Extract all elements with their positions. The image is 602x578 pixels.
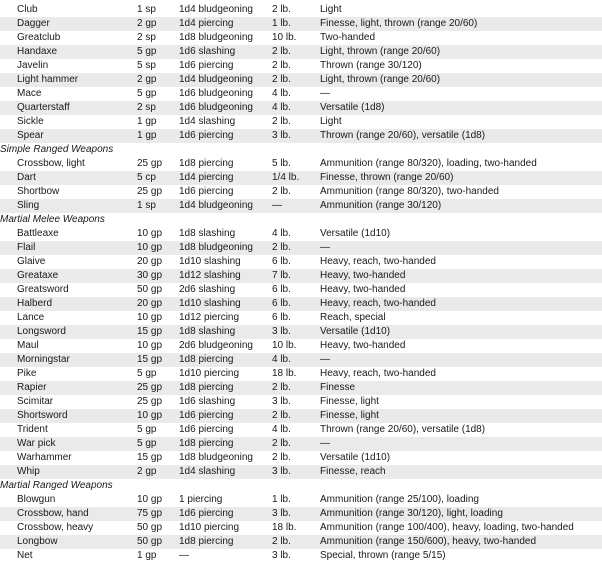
table-row	[0, 199, 602, 213]
weapon-cost: 50 gp	[137, 521, 179, 535]
table-row	[0, 521, 602, 535]
category-title: Martial Melee Weapons	[0, 213, 602, 227]
weapon-cost: 20 gp	[137, 255, 179, 269]
weapon-properties: Heavy, two-handed	[320, 269, 602, 283]
weapon-properties: Finesse, thrown (range 20/60)	[320, 171, 602, 185]
weapon-weight: 4 lb.	[272, 353, 320, 367]
weapon-damage: 1d6 piercing	[179, 423, 272, 437]
weapon-name: Lance	[0, 311, 137, 325]
weapon-cost: 25 gp	[137, 185, 179, 199]
weapon-cost: 15 gp	[137, 325, 179, 339]
table-row	[0, 507, 602, 521]
weapon-name: Rapier	[0, 381, 137, 395]
weapon-name: Quarterstaff	[0, 101, 137, 115]
weapon-properties: Ammunition (range 100/400), heavy, loading, two-handed	[320, 521, 602, 535]
weapon-weight: 2 lb.	[272, 73, 320, 87]
weapons-table	[0, 3, 602, 563]
table-row	[0, 227, 602, 241]
weapon-cost: 5 cp	[137, 171, 179, 185]
weapon-damage: 1d6 piercing	[179, 185, 272, 199]
weapon-cost: 5 gp	[137, 45, 179, 59]
weapon-name: Crossbow, hand	[0, 507, 137, 521]
table-row	[0, 549, 602, 563]
weapon-properties: Heavy, two-handed	[320, 339, 602, 353]
weapon-cost: 5 gp	[137, 367, 179, 381]
weapon-properties: Finesse, light	[320, 395, 602, 409]
weapon-weight: 3 lb.	[272, 549, 320, 563]
weapon-properties: Ammunition (range 80/320), two-handed	[320, 185, 602, 199]
weapon-weight: 5 lb.	[272, 157, 320, 171]
table-row	[0, 283, 602, 297]
weapon-damage: 1d8 bludgeoning	[179, 241, 272, 255]
category-title: Simple Ranged Weapons	[0, 143, 602, 157]
weapon-cost: 25 gp	[137, 381, 179, 395]
table-row	[0, 129, 602, 143]
weapon-damage: 1d6 slashing	[179, 395, 272, 409]
weapon-weight: 7 lb.	[272, 269, 320, 283]
weapon-cost: 2 gp	[137, 17, 179, 31]
weapon-name: Javelin	[0, 59, 137, 73]
weapon-weight: 4 lb.	[272, 227, 320, 241]
weapon-cost: 10 gp	[137, 311, 179, 325]
weapon-cost: 1 gp	[137, 115, 179, 129]
weapon-name: Whip	[0, 465, 137, 479]
weapon-damage: 1d6 piercing	[179, 409, 272, 423]
weapon-damage: 1d6 piercing	[179, 59, 272, 73]
weapon-properties: Light	[320, 3, 602, 17]
weapon-name: Maul	[0, 339, 137, 353]
weapon-cost: 2 gp	[137, 73, 179, 87]
weapon-cost: 1 sp	[137, 3, 179, 17]
category-header-row	[0, 213, 602, 227]
weapon-name: Mace	[0, 87, 137, 101]
weapon-damage: 1d8 piercing	[179, 381, 272, 395]
weapon-cost: 50 gp	[137, 283, 179, 297]
weapon-weight: 3 lb.	[272, 507, 320, 521]
table-row	[0, 437, 602, 451]
weapon-properties: Finesse, light, thrown (range 20/60)	[320, 17, 602, 31]
table-row	[0, 3, 602, 17]
weapon-weight: —	[272, 199, 320, 213]
weapon-damage: 1d4 bludgeoning	[179, 73, 272, 87]
weapon-cost: 5 sp	[137, 59, 179, 73]
weapon-properties: Reach, special	[320, 311, 602, 325]
weapon-name: Net	[0, 549, 137, 563]
weapon-weight: 3 lb.	[272, 395, 320, 409]
weapon-name: Battleaxe	[0, 227, 137, 241]
category-header-row	[0, 143, 602, 157]
weapon-damage: 1d8 slashing	[179, 325, 272, 339]
weapon-name: Light hammer	[0, 73, 137, 87]
weapon-weight: 2 lb.	[272, 45, 320, 59]
category-title: Martial Ranged Weapons	[0, 479, 602, 493]
weapon-cost: 50 gp	[137, 535, 179, 549]
weapon-properties: Ammunition (range 30/120), light, loading	[320, 507, 602, 521]
weapon-weight: 4 lb.	[272, 87, 320, 101]
weapon-properties: Versatile (1d10)	[320, 227, 602, 241]
weapon-name: Flail	[0, 241, 137, 255]
weapon-properties: —	[320, 353, 602, 367]
table-row	[0, 297, 602, 311]
weapon-weight: 3 lb.	[272, 465, 320, 479]
weapon-name: Crossbow, heavy	[0, 521, 137, 535]
weapon-damage: —	[179, 549, 272, 563]
weapon-name: Warhammer	[0, 451, 137, 465]
weapon-properties: Two-handed	[320, 31, 602, 45]
weapon-weight: 2 lb.	[272, 535, 320, 549]
weapon-name: Crossbow, light	[0, 157, 137, 171]
weapon-name: Trident	[0, 423, 137, 437]
table-row	[0, 45, 602, 59]
weapon-weight: 2 lb.	[272, 115, 320, 129]
weapon-name: Dart	[0, 171, 137, 185]
weapon-damage: 1d4 slashing	[179, 115, 272, 129]
weapon-name: Greataxe	[0, 269, 137, 283]
table-row	[0, 381, 602, 395]
weapon-name: Blowgun	[0, 493, 137, 507]
weapon-name: Pike	[0, 367, 137, 381]
table-row	[0, 157, 602, 171]
weapon-cost: 25 gp	[137, 395, 179, 409]
weapon-cost: 5 gp	[137, 423, 179, 437]
weapon-properties: Special, thrown (range 5/15)	[320, 549, 602, 563]
table-row	[0, 325, 602, 339]
weapon-damage: 1d6 bludgeoning	[179, 101, 272, 115]
table-row	[0, 73, 602, 87]
weapon-properties: Heavy, reach, two-handed	[320, 297, 602, 311]
weapon-cost: 10 gp	[137, 241, 179, 255]
weapon-weight: 10 lb.	[272, 339, 320, 353]
weapon-damage: 1d8 piercing	[179, 535, 272, 549]
weapon-weight: 6 lb.	[272, 255, 320, 269]
weapon-damage: 1d6 piercing	[179, 129, 272, 143]
weapon-weight: 10 lb.	[272, 31, 320, 45]
weapon-damage: 1d10 slashing	[179, 255, 272, 269]
weapon-damage: 1d8 slashing	[179, 227, 272, 241]
weapon-weight: 6 lb.	[272, 283, 320, 297]
weapon-cost: 10 gp	[137, 493, 179, 507]
weapon-damage: 1d8 piercing	[179, 353, 272, 367]
weapon-properties: Ammunition (range 150/600), heavy, two-handed	[320, 535, 602, 549]
table-row	[0, 59, 602, 73]
weapon-properties: Thrown (range 20/60), versatile (1d8)	[320, 423, 602, 437]
weapons-table-body	[0, 3, 602, 563]
weapon-damage: 1d10 slashing	[179, 297, 272, 311]
weapon-cost: 75 gp	[137, 507, 179, 521]
table-row	[0, 395, 602, 409]
weapon-cost: 15 gp	[137, 353, 179, 367]
table-row	[0, 423, 602, 437]
weapon-damage: 1d10 piercing	[179, 521, 272, 535]
weapon-weight: 2 lb.	[272, 437, 320, 451]
weapon-cost: 20 gp	[137, 297, 179, 311]
weapon-damage: 1d12 piercing	[179, 311, 272, 325]
weapon-cost: 10 gp	[137, 227, 179, 241]
table-row	[0, 101, 602, 115]
weapon-name: War pick	[0, 437, 137, 451]
weapon-damage: 1d10 piercing	[179, 367, 272, 381]
weapon-damage: 1d4 slashing	[179, 465, 272, 479]
weapon-properties: Heavy, reach, two-handed	[320, 255, 602, 269]
weapon-properties: Ammunition (range 30/120)	[320, 199, 602, 213]
table-row	[0, 17, 602, 31]
weapon-name: Longbow	[0, 535, 137, 549]
weapon-cost: 25 gp	[137, 157, 179, 171]
weapon-weight: 2 lb.	[272, 409, 320, 423]
weapon-damage: 1d8 bludgeoning	[179, 31, 272, 45]
weapon-weight: 3 lb.	[272, 129, 320, 143]
weapon-cost: 2 gp	[137, 465, 179, 479]
weapon-name: Shortsword	[0, 409, 137, 423]
weapon-name: Scimitar	[0, 395, 137, 409]
table-row	[0, 535, 602, 549]
weapon-damage: 1 piercing	[179, 493, 272, 507]
weapon-weight: 4 lb.	[272, 423, 320, 437]
weapon-damage: 1d6 slashing	[179, 45, 272, 59]
weapon-properties: Versatile (1d10)	[320, 451, 602, 465]
weapon-weight: 3 lb.	[272, 325, 320, 339]
weapon-damage: 1d6 piercing	[179, 507, 272, 521]
weapon-properties: —	[320, 437, 602, 451]
weapon-weight: 6 lb.	[272, 311, 320, 325]
weapon-name: Halberd	[0, 297, 137, 311]
table-row	[0, 115, 602, 129]
table-row	[0, 269, 602, 283]
weapon-damage: 2d6 slashing	[179, 283, 272, 297]
weapon-damage: 1d4 bludgeoning	[179, 3, 272, 17]
weapon-weight: 4 lb.	[272, 101, 320, 115]
weapon-weight: 1 lb.	[272, 493, 320, 507]
table-row	[0, 465, 602, 479]
weapon-damage: 2d6 bludgeoning	[179, 339, 272, 353]
category-header-row	[0, 479, 602, 493]
weapon-properties: Finesse, reach	[320, 465, 602, 479]
weapon-damage: 1d8 piercing	[179, 157, 272, 171]
weapon-properties: Finesse	[320, 381, 602, 395]
weapon-properties: Versatile (1d10)	[320, 325, 602, 339]
table-row	[0, 451, 602, 465]
weapon-weight: 18 lb.	[272, 367, 320, 381]
table-row	[0, 255, 602, 269]
weapon-weight: 2 lb.	[272, 451, 320, 465]
weapon-damage: 1d8 bludgeoning	[179, 451, 272, 465]
table-row	[0, 339, 602, 353]
table-row	[0, 493, 602, 507]
weapon-properties: Finesse, light	[320, 409, 602, 423]
weapon-properties: Heavy, two-handed	[320, 283, 602, 297]
weapon-name: Greatsword	[0, 283, 137, 297]
weapon-name: Sling	[0, 199, 137, 213]
weapon-cost: 15 gp	[137, 451, 179, 465]
weapon-name: Morningstar	[0, 353, 137, 367]
weapon-name: Dagger	[0, 17, 137, 31]
table-row	[0, 409, 602, 423]
weapon-damage: 1d12 slashing	[179, 269, 272, 283]
weapon-damage: 1d4 bludgeoning	[179, 199, 272, 213]
table-row	[0, 87, 602, 101]
weapon-weight: 2 lb.	[272, 3, 320, 17]
weapon-cost: 1 sp	[137, 199, 179, 213]
weapon-damage: 1d6 bludgeoning	[179, 87, 272, 101]
weapon-damage: 1d4 piercing	[179, 171, 272, 185]
weapon-name: Sickle	[0, 115, 137, 129]
table-row	[0, 171, 602, 185]
table-row	[0, 185, 602, 199]
weapon-cost: 5 gp	[137, 437, 179, 451]
weapon-properties: Light, thrown (range 20/60)	[320, 73, 602, 87]
table-row	[0, 311, 602, 325]
weapon-cost: 10 gp	[137, 409, 179, 423]
weapon-properties: Light, thrown (range 20/60)	[320, 45, 602, 59]
weapon-properties: Light	[320, 115, 602, 129]
weapon-damage: 1d8 piercing	[179, 437, 272, 451]
weapon-weight: 2 lb.	[272, 59, 320, 73]
weapon-name: Glaive	[0, 255, 137, 269]
weapon-weight: 6 lb.	[272, 297, 320, 311]
weapon-properties: Ammunition (range 25/100), loading	[320, 493, 602, 507]
weapon-name: Handaxe	[0, 45, 137, 59]
weapon-name: Club	[0, 3, 137, 17]
table-row	[0, 353, 602, 367]
table-row	[0, 241, 602, 255]
weapon-cost: 2 sp	[137, 31, 179, 45]
weapon-cost: 10 gp	[137, 339, 179, 353]
weapon-name: Shortbow	[0, 185, 137, 199]
table-row	[0, 367, 602, 381]
weapon-properties: Thrown (range 30/120)	[320, 59, 602, 73]
weapon-cost: 30 gp	[137, 269, 179, 283]
weapon-properties: —	[320, 241, 602, 255]
weapon-properties: Versatile (1d8)	[320, 101, 602, 115]
weapon-name: Greatclub	[0, 31, 137, 45]
weapon-weight: 2 lb.	[272, 381, 320, 395]
weapon-weight: 18 lb.	[272, 521, 320, 535]
weapon-cost: 2 sp	[137, 101, 179, 115]
weapon-damage: 1d4 piercing	[179, 17, 272, 31]
weapon-properties: —	[320, 87, 602, 101]
weapon-name: Longsword	[0, 325, 137, 339]
table-row	[0, 31, 602, 45]
weapon-weight: 1/4 lb.	[272, 171, 320, 185]
weapon-name: Spear	[0, 129, 137, 143]
weapon-properties: Ammunition (range 80/320), loading, two-handed	[320, 157, 602, 171]
weapon-cost: 1 gp	[137, 129, 179, 143]
weapon-weight: 1 lb.	[272, 17, 320, 31]
weapon-properties: Thrown (range 20/60), versatile (1d8)	[320, 129, 602, 143]
weapon-weight: 2 lb.	[272, 185, 320, 199]
weapon-weight: 2 lb.	[272, 241, 320, 255]
weapon-properties: Heavy, reach, two-handed	[320, 367, 602, 381]
weapon-cost: 1 gp	[137, 549, 179, 563]
weapon-cost: 5 gp	[137, 87, 179, 101]
